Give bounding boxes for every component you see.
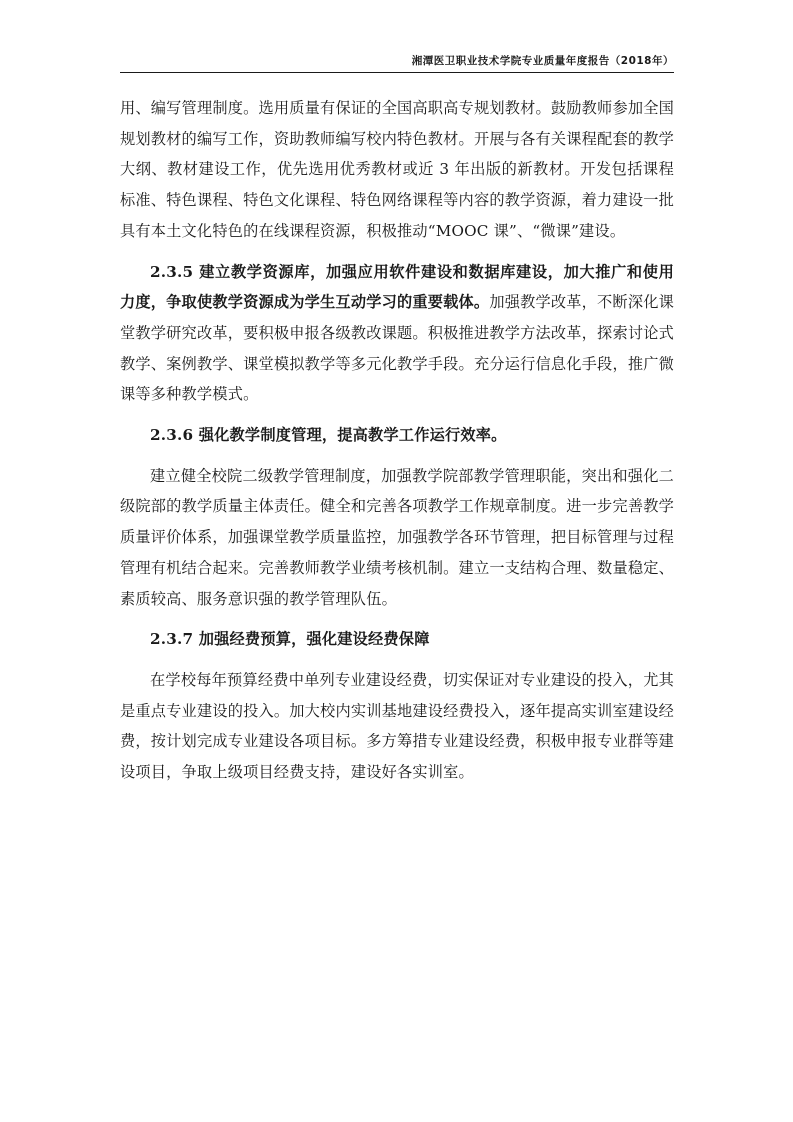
document-body <box>120 93 674 788</box>
paragraph-continuation: 用、编写管理制度。选用质量有保证的全国高职高专规划教材。鼓励教师参加全国规划教材的编写工作，资助教师编写校内特色教材。开展与各有关课程配套的教学大纲、教材建设工作，优先选用优秀教材或近 3 年出版的新教材。开发包括课程标准、特色课程、特色文化课程、特色网络课程等内容的教学资源，着力建设一批具有本土文化特色的在线课程资源，积极推动“MOOC 课”、“微课”建设。 <box>120 99 674 240</box>
running-header: 湘潭医卫职业技术学院专业质量年度报告（2018年） <box>411 55 674 67</box>
section-2-3-5-body: 加强教学改革，不断深化课堂教学研究改革，要积极申报各级教改课题。积极推进教学方法改革，探索讨论式教学、案例教学、课堂模拟教学等多元化教学手段。充分运行信息化手段，推广微课等多种教学模式。 <box>120 293 674 404</box>
section-2-3-7-body: 在学校每年预算经费中单列专业建设经费，切实保证对专业建设的投入，尤其是重点专业建设的投入。加大校内实训基地建设经费投入，逐年提高实训室建设经费，按计划完成专业建设各项目标。多方筹措专业建设经费，积极申报专业群等建设项目，争取上级项目经费支持，建设好各实训室。 <box>120 670 674 782</box>
header-rule <box>120 72 674 73</box>
section-2-3-6-body: 建立健全校院二级教学管理制度，加强教学院部教学管理职能，突出和强化二级院部的教学质量主体责任。健全和完善各项教学工作规章制度。进一步完善教学质量评价体系，加强课堂教学质量监控，加强教学各环节管理，把目标管理与过程管理有机结合起来。完善教师教学业绩考核机制。建立一支结构合理、数量稳定、素质较高、服务意识强的教学管理队伍。 <box>120 466 674 608</box>
section-2-3-6-heading: 2.3.6 强化教学制度管理，提高教学工作运行效率。 <box>150 426 507 445</box>
section-2-3-5-heading: 2.3.5 建立教学资源库，加强应用软件建设和数据库建设，加大推广和使用力度，争取使教学资源成为学生互动学习的重要载体。 <box>120 262 674 312</box>
section-2-3-5 <box>120 257 674 411</box>
section-2-3-7-heading: 2.3.7 加强经费预算，强化建设经费保障 <box>150 630 430 649</box>
